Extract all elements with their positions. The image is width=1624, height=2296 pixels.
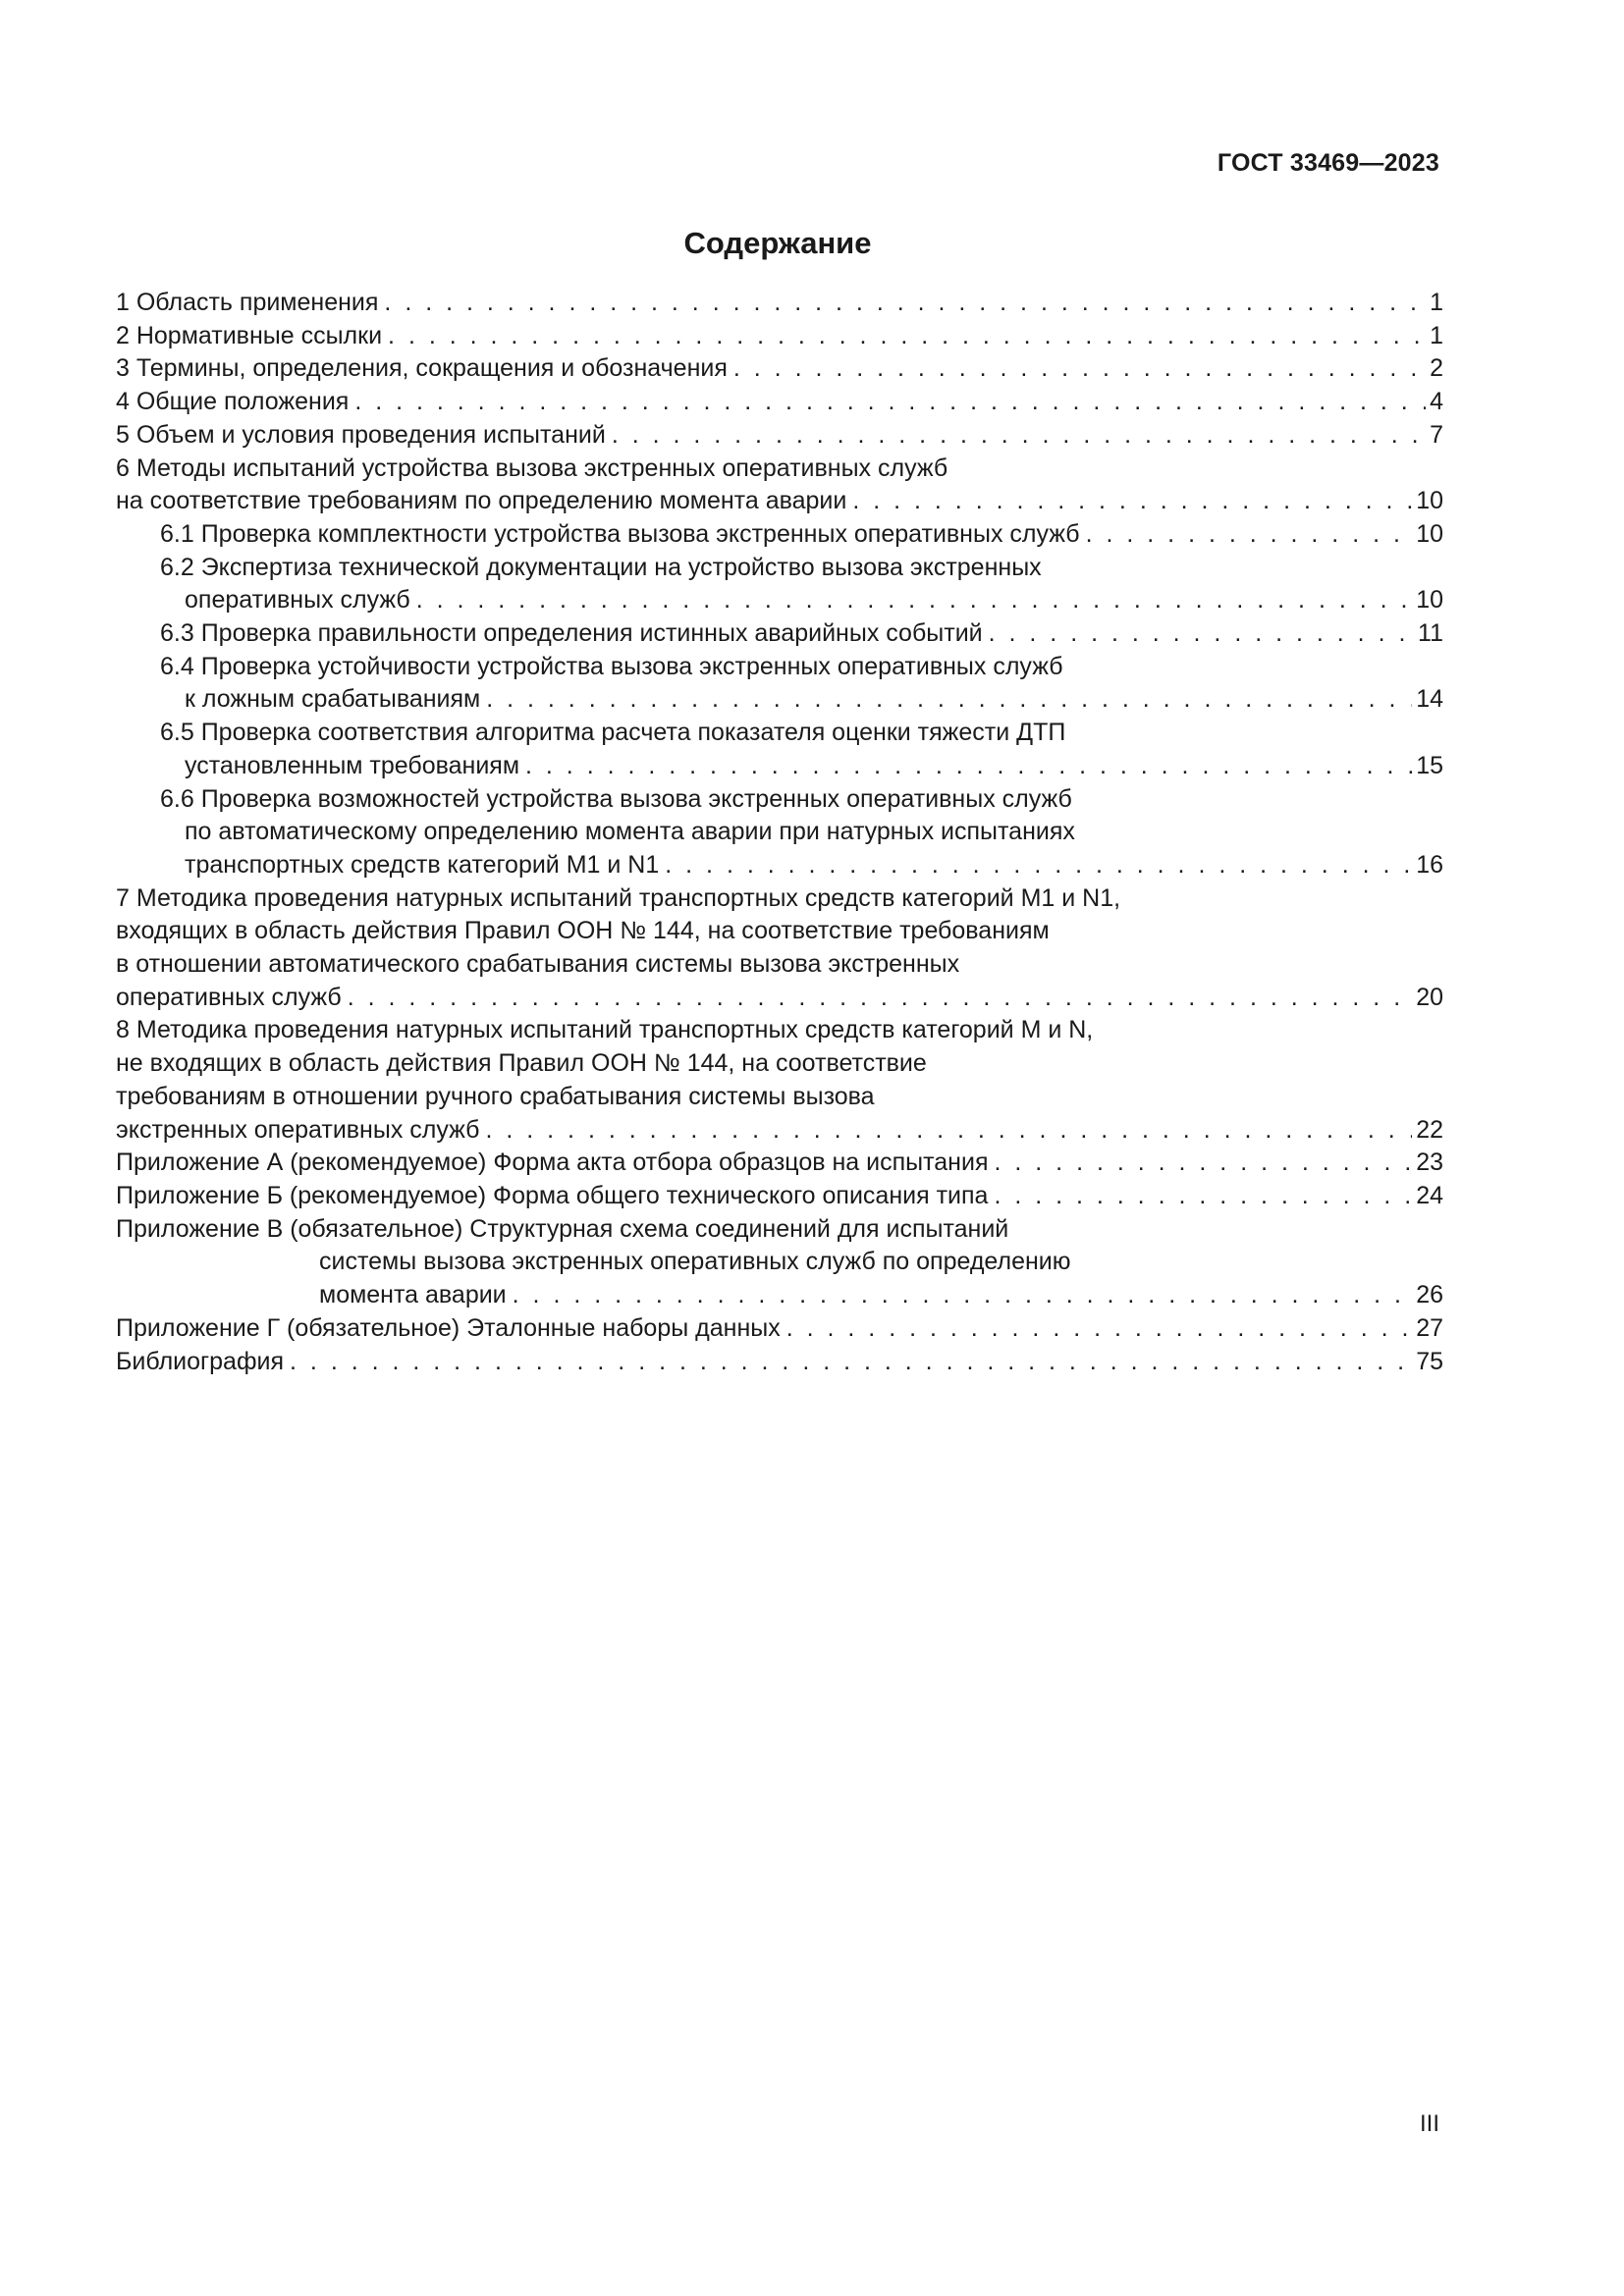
toc-entry-title: требованиям в отношении ручного срабатывания системы вызова — [116, 1082, 875, 1110]
toc-entry-title: не входящих в область действия Правил ООН № 144, на соответствие — [116, 1049, 927, 1078]
dot-leader — [348, 982, 1412, 1015]
toc-entry[interactable] — [116, 352, 1443, 386]
toc-entry-title: 1 Область применения — [116, 289, 379, 316]
toc-entry-title: Приложение А (рекомендуемое) Форма акта отбора образцов на испытания — [116, 1148, 989, 1177]
toc-entry-title: 4 Общие положения — [116, 388, 350, 416]
dot-leader — [665, 849, 1412, 882]
toc-entry-page: 24 — [1416, 1181, 1443, 1209]
toc-entry-title: 2 Нормативные ссылки — [116, 321, 383, 349]
toc-entry-title: по автоматическому определению момента аварии при натурных испытаниях — [185, 818, 1075, 846]
toc-entry-title: Приложение Б (рекомендуемое) Форма общего технического описания типа — [116, 1181, 989, 1209]
toc-entry[interactable] — [116, 1213, 1443, 1312]
toc-entry-title: 6.3 Проверка правильности определения истинных аварийных событий — [160, 619, 983, 648]
toc-entry-title: Приложение В (обязательное) Структурная схема соединений для испытаний — [116, 1214, 1009, 1243]
toc-entry-page: 20 — [1416, 983, 1443, 1011]
toc-entry-title: оперативных служб — [185, 586, 410, 614]
toc-entry-page: 27 — [1416, 1313, 1443, 1342]
toc-entry-page: 4 — [1430, 388, 1443, 416]
toc-entry-title: 6.5 Проверка соответствия алгоритма расчета показателя оценки тяжести ДТП — [160, 719, 1066, 747]
dot-leader — [994, 1180, 1412, 1213]
toc-entry-page: 14 — [1416, 685, 1443, 714]
toc-entry-title: 6.4 Проверка устойчивости устройства вызова экстренных оперативных служб — [160, 652, 1063, 680]
toc-entry-title: 6.6 Проверка возможностей устройства вызова экстренных оперативных служб — [160, 784, 1072, 813]
toc-entry-title: в отношении автоматического срабатывания системы вызова экстренных — [116, 950, 960, 979]
toc-entry-title: 3 Термины, определения, сокращения и обозначения — [116, 354, 728, 383]
dot-leader — [733, 352, 1426, 386]
toc-entry-title: Библиография — [116, 1347, 285, 1375]
dot-leader — [513, 1279, 1413, 1312]
toc-entry[interactable] — [116, 1147, 1443, 1180]
dot-leader — [290, 1346, 1412, 1379]
toc-entry-page: 2 — [1430, 354, 1443, 383]
dot-leader — [852, 485, 1412, 518]
toc-entry-page: 22 — [1416, 1115, 1443, 1144]
toc-entry-title: входящих в область действия Правил ООН № 144, на соответствие требованиям — [116, 917, 1050, 945]
toc-entry-title: 7 Методика проведения натурных испытаний транспортных средств категорий M1 и N1, — [116, 883, 1121, 912]
dot-leader — [1086, 518, 1413, 552]
toc-entry[interactable] — [116, 783, 1443, 882]
toc-entry-page: 10 — [1416, 487, 1443, 515]
toc-entry[interactable] — [116, 386, 1443, 419]
dot-leader — [525, 750, 1412, 783]
toc-entry[interactable] — [116, 1346, 1443, 1379]
toc-entry[interactable] — [116, 1014, 1443, 1147]
toc-entry-title: системы вызова экстренных оперативных служб по определению — [319, 1248, 1071, 1276]
toc-entry[interactable] — [116, 419, 1443, 453]
toc-entry[interactable] — [116, 552, 1443, 617]
dot-leader — [786, 1312, 1412, 1346]
toc-entry[interactable] — [116, 518, 1443, 552]
dot-leader — [388, 320, 1426, 353]
toc-entry-title: экстренных оперативных служб — [116, 1115, 480, 1144]
toc-entry-title: Приложение Г (обязательное) Эталонные наборы данных — [116, 1313, 781, 1342]
toc-entry-page: 16 — [1416, 850, 1443, 879]
dot-leader — [612, 419, 1426, 453]
page-number: III — [1419, 2110, 1439, 2137]
toc-entry-page: 23 — [1416, 1148, 1443, 1177]
toc-entry-title: оперативных служб — [116, 983, 342, 1011]
dot-leader — [486, 683, 1412, 717]
toc-entry-page: 10 — [1416, 586, 1443, 614]
toc-entry-title: 6 Методы испытаний устройства вызова экстренных оперативных служб — [116, 454, 948, 482]
toc-entry-title: момента аварии — [319, 1281, 507, 1309]
dot-leader — [354, 386, 1426, 419]
document-code: ГОСТ 33469—2023 — [1217, 149, 1439, 177]
toc-entry-page: 1 — [1430, 321, 1443, 349]
toc-entry[interactable] — [116, 287, 1443, 320]
dot-leader — [995, 1147, 1413, 1180]
dot-leader — [384, 287, 1426, 320]
toc-entry-page: 10 — [1416, 519, 1443, 548]
toc-entry-page: 1 — [1430, 289, 1443, 316]
toc-entry-title: 5 Объем и условия проведения испытаний — [116, 420, 606, 449]
toc-entry-title: на соответствие требованиям по определению момента аварии — [116, 487, 847, 515]
toc-entry-page: 7 — [1430, 420, 1443, 449]
toc-title: Содержание — [683, 226, 872, 260]
dot-leader — [485, 1114, 1412, 1148]
toc-entry[interactable] — [116, 453, 1443, 518]
toc-entry-title: к ложным срабатываниям — [185, 685, 481, 714]
table-of-contents — [116, 287, 1443, 1378]
dot-leader — [416, 584, 1412, 617]
dot-leader — [989, 617, 1414, 651]
toc-entry-title: установленным требованиям — [185, 751, 520, 779]
toc-entry[interactable] — [116, 651, 1443, 717]
toc-entry-page: 15 — [1416, 751, 1443, 779]
toc-entry-title: 8 Методика проведения натурных испытаний транспортных средств категорий М и N, — [116, 1016, 1094, 1044]
toc-entry[interactable] — [116, 320, 1443, 353]
toc-entry-page: 75 — [1416, 1347, 1443, 1375]
toc-entry[interactable] — [116, 717, 1443, 782]
toc-entry-title: 6.2 Экспертиза технической документации на устройство вызова экстренных — [160, 553, 1042, 581]
toc-entry-page: 26 — [1416, 1281, 1443, 1309]
toc-entry[interactable] — [116, 1180, 1443, 1213]
toc-entry[interactable] — [116, 617, 1443, 651]
toc-entry-page: 11 — [1418, 619, 1443, 648]
toc-entry[interactable] — [116, 882, 1443, 1015]
toc-entry-title: транспортных средств категорий M1 и N1 — [185, 850, 660, 879]
toc-entry-title: 6.1 Проверка комплектности устройства вызова экстренных оперативных служб — [160, 519, 1080, 548]
toc-entry[interactable] — [116, 1312, 1443, 1346]
